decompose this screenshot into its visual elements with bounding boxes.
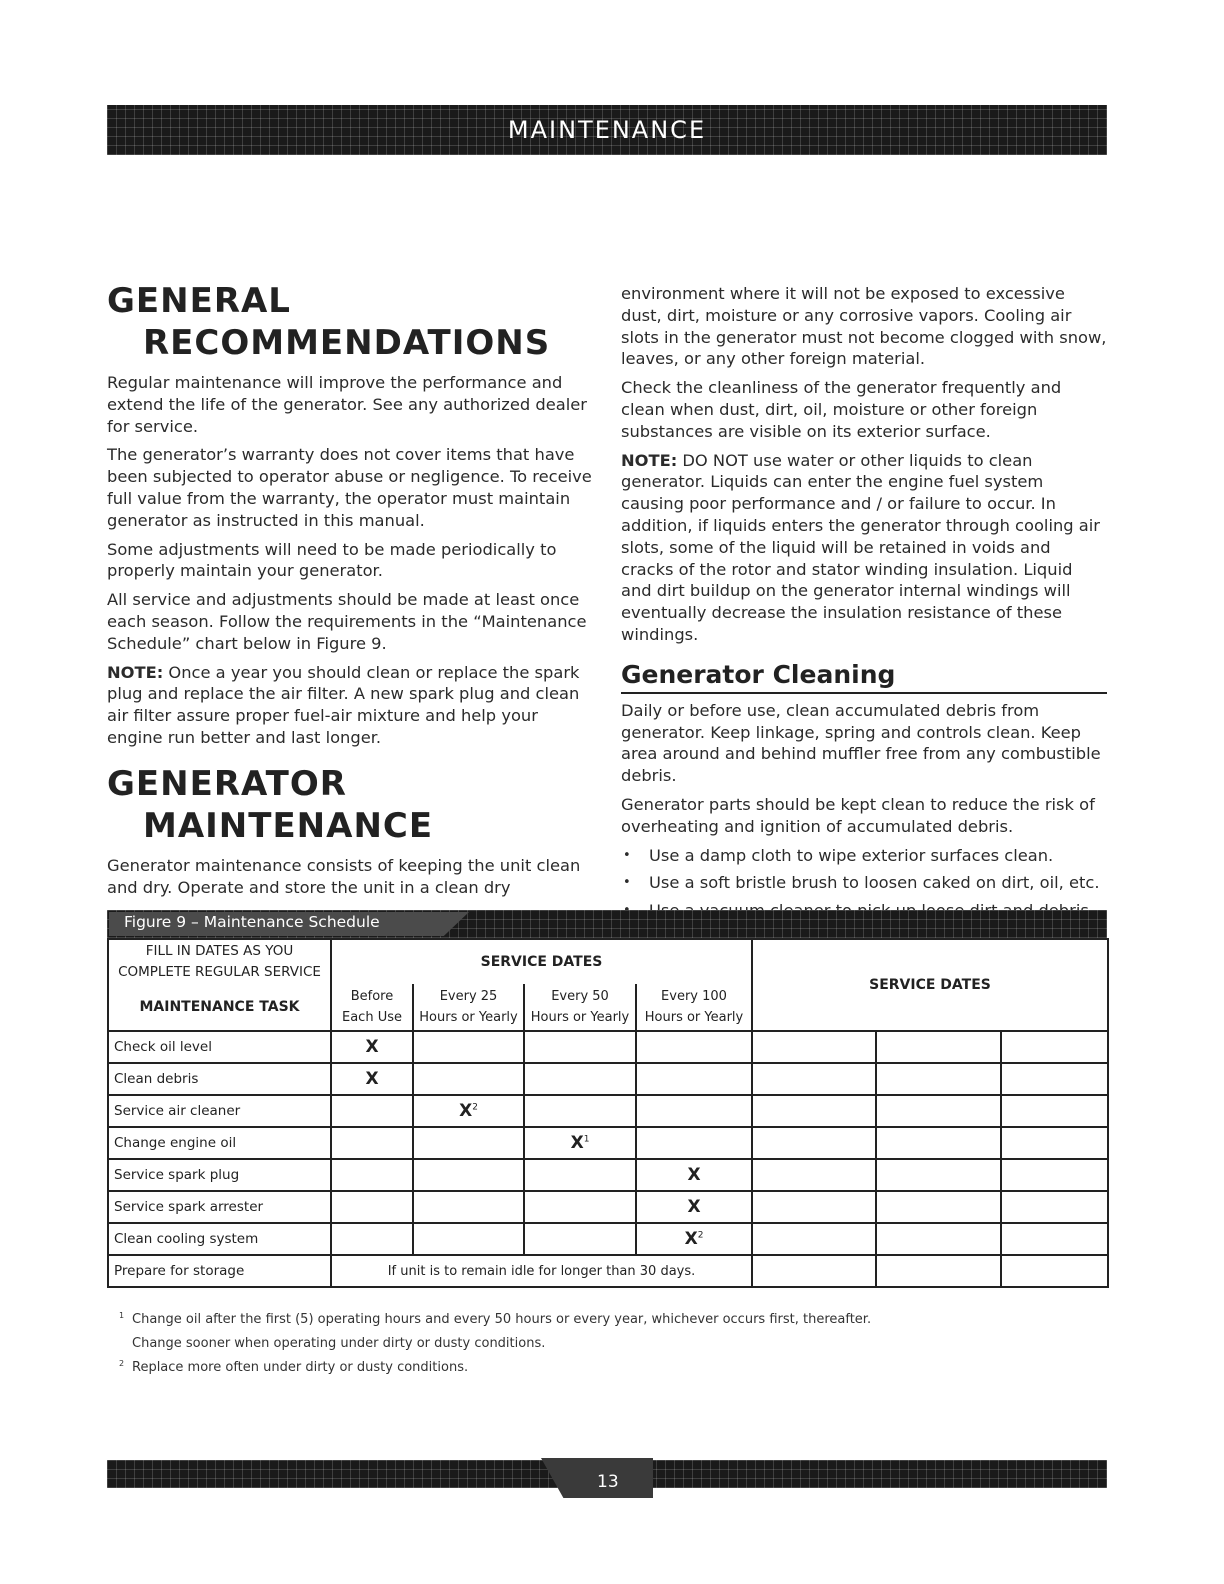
- note-text: Once a year you should clean or replace the spark plug and replace the air filter. A new spark plug and clean air filter assure proper fuel-air mixture and help your engine run better and last longer.: [107, 662, 580, 747]
- footnote-ref: 2: [472, 1102, 478, 1113]
- date-entry-cell[interactable]: [752, 1063, 876, 1095]
- column-header: [331, 984, 413, 1031]
- maintenance-task-header: MAINTENANCE TASK: [108, 984, 331, 1031]
- footnote-ref: 1: [583, 1134, 590, 1145]
- general-recommendations-heading: [107, 280, 594, 364]
- footnote-number: 1: [119, 1311, 125, 1320]
- date-entry-cell[interactable]: [876, 1127, 1001, 1159]
- mark-symbol: X: [687, 1197, 701, 1217]
- date-entry-cell[interactable]: [752, 1127, 876, 1159]
- paragraph: Generator parts should be kept clean to reduce the risk of overheating and ignition of accumulated debris.: [621, 794, 1095, 836]
- schedule-mark: [524, 1223, 636, 1255]
- header-row: [108, 939, 1108, 984]
- date-entry-cell[interactable]: [1001, 1191, 1108, 1223]
- schedule-mark: [636, 1223, 752, 1255]
- paragraph: All service and adjustments should be made at least once each season. Follow the requirements in the “Maintenance Schedule” chart below in Figure 9.: [107, 590, 587, 653]
- date-entry-cell[interactable]: [752, 1095, 876, 1127]
- footnote-ref: 2: [697, 1230, 704, 1241]
- date-entry-cell[interactable]: [1001, 1095, 1108, 1127]
- schedule-mark: [524, 1031, 636, 1063]
- date-entry-cell[interactable]: [1001, 1031, 1108, 1063]
- schedule-mark: [524, 1095, 636, 1127]
- schedule-mark: [636, 1127, 752, 1159]
- maintenance-schedule: [107, 910, 1107, 1296]
- date-entry-cell[interactable]: [1001, 1127, 1108, 1159]
- date-entry-cell[interactable]: [876, 1191, 1001, 1223]
- header-banner: [107, 105, 1107, 155]
- schedule-table: [107, 938, 1109, 1288]
- mark-symbol: X: [459, 1101, 473, 1121]
- column-header-line: Hours or Yearly: [644, 1010, 744, 1025]
- column-header: [524, 984, 636, 1031]
- list-item-text: Use a soft bristle brush to loosen caked on dirt, oil, etc.: [649, 873, 1100, 893]
- note-text: DO NOT use water or other liquids to clean generator. Liquids can enter the engine fuel system causing poor performance and / or failure to occur. In addition, if liquids enters the generator through cooling air slots, some of the liquid will be retained in voids and cracks of the rotor and stator winding insulation. Liquid and dirt buildup on the generator internal windings will eventually decrease the insulation resistance of these windings.: [621, 450, 1101, 644]
- task-name: Clean cooling system: [108, 1223, 331, 1255]
- paragraph: The generator’s warranty does not cover items that have been subjected to operator abuse or negligence. To receive full value from the warranty, the operator must maintain generator as instructed in this manual.: [107, 445, 592, 530]
- date-entry-cell[interactable]: [752, 1191, 876, 1223]
- table-row: [108, 1223, 1108, 1255]
- schedule-mark: [636, 1063, 752, 1095]
- column-header: [636, 984, 752, 1031]
- bullet-icon: •: [623, 847, 631, 863]
- footnote: [107, 1308, 1107, 1356]
- schedule-mark: [636, 1191, 752, 1223]
- date-entry-cell[interactable]: [876, 1223, 1001, 1255]
- fill-in-line: COMPLETE REGULAR SERVICE: [118, 964, 321, 980]
- task-name: Service spark arrester: [108, 1191, 331, 1223]
- mark-symbol: X: [570, 1133, 584, 1153]
- table-row: [108, 1095, 1108, 1127]
- note-label: NOTE:: [107, 662, 164, 682]
- column-header-line: Hours or Yearly: [419, 1010, 518, 1025]
- fill-in-line: FILL IN DATES AS YOU: [145, 943, 294, 959]
- mark-symbol: X: [365, 1069, 379, 1089]
- table-row: [108, 1191, 1108, 1223]
- date-entry-cell[interactable]: [1001, 1063, 1108, 1095]
- date-entry-cell[interactable]: [876, 1255, 1001, 1287]
- paragraph: Regular maintenance will improve the performance and extend the life of the generator. See any authorized dealer for service.: [107, 373, 587, 436]
- figure-title-bar: [107, 910, 1107, 938]
- date-entry-cell[interactable]: [876, 1159, 1001, 1191]
- list-item-text: Use a damp cloth to wipe exterior surfaces clean.: [649, 845, 1054, 865]
- footnote-text: Change oil after the first (5) operating hours and every 50 hours or every year, whichever occurs first, thereafter.: [132, 1312, 872, 1327]
- paragraph: environment where it will not be exposed to excessive dust, dirt, moisture or any corrosive vapors. Cooling air slots in the generator must not become clogged with snow, leaves, or any other foreign material.: [621, 284, 1107, 369]
- generator-maintenance-heading: [107, 763, 594, 847]
- figure-title: Figure 9 – Maintenance Schedule: [124, 913, 380, 931]
- schedule-mark: [524, 1191, 636, 1223]
- list-item: [621, 872, 1107, 894]
- schedule-mark: [413, 1191, 524, 1223]
- schedule-mark: [413, 1127, 524, 1159]
- paragraph: Check the cleanliness of the generator frequently and clean when dust, dirt, oil, moisture or other foreign substances are visible on its exterior surface.: [621, 378, 1062, 441]
- heading-line: RECOMMENDATIONS: [143, 323, 551, 363]
- date-entry-cell[interactable]: [1001, 1255, 1108, 1287]
- column-header-line: Hours or Yearly: [530, 1010, 630, 1025]
- table-row: [108, 1063, 1108, 1095]
- generator-cleaning-heading: Generator Cleaning: [621, 660, 1107, 694]
- date-entry-cell[interactable]: [1001, 1159, 1108, 1191]
- service-dates-header: SERVICE DATES: [331, 939, 752, 984]
- paragraph: Some adjustments will need to be made periodically to properly maintain your generator.: [107, 539, 557, 581]
- column-header-line: Before: [350, 989, 394, 1004]
- right-column: [621, 283, 1107, 928]
- date-entry-cell[interactable]: [876, 1063, 1001, 1095]
- bullet-icon: •: [623, 875, 631, 891]
- date-entry-cell[interactable]: [1001, 1223, 1108, 1255]
- date-entry-cell[interactable]: [876, 1031, 1001, 1063]
- footnotes: [107, 1308, 1107, 1380]
- column-header-line: Every 100: [661, 989, 727, 1004]
- schedule-mark: [413, 1223, 524, 1255]
- schedule-mark: [636, 1159, 752, 1191]
- paragraph: Daily or before use, clean accumulated debris from generator. Keep linkage, spring and controls clean. Keep area around and behind muffler free from any combustible debris.: [621, 700, 1101, 786]
- column-header-line: Every 25: [439, 989, 498, 1004]
- heading-line: GENERAL: [107, 281, 291, 321]
- schedule-mark: [413, 1095, 524, 1127]
- heading-line: MAINTENANCE: [143, 805, 434, 846]
- heading-line: GENERATOR: [107, 763, 347, 804]
- note-label: NOTE:: [621, 450, 678, 470]
- schedule-mark: [331, 1191, 413, 1223]
- task-note: If unit is to remain idle for longer than 30 days.: [331, 1255, 752, 1287]
- schedule-mark: [413, 1159, 524, 1191]
- footnote-text: Replace more often under dirty or dusty conditions.: [132, 1360, 469, 1375]
- note-paragraph: [107, 662, 594, 749]
- date-entry-cell[interactable]: [752, 1223, 876, 1255]
- paragraph: Generator maintenance consists of keeping the unit clean and dry. Operate and store the unit in a clean dry: [107, 855, 581, 897]
- table-row: [108, 1159, 1108, 1191]
- date-entry-cell[interactable]: [752, 1159, 876, 1191]
- list-item: [621, 845, 1107, 867]
- schedule-mark: [331, 1223, 413, 1255]
- task-name: Check oil level: [108, 1031, 331, 1063]
- schedule-mark: [524, 1063, 636, 1095]
- note-paragraph: [621, 450, 1107, 646]
- schedule-mark: [413, 1031, 524, 1063]
- column-header-line: Every 50: [551, 989, 609, 1004]
- schedule-mark: [636, 1031, 752, 1063]
- schedule-mark: [331, 1159, 413, 1191]
- schedule-mark: [331, 1063, 413, 1095]
- column-header: [413, 984, 524, 1031]
- task-name: Service air cleaner: [108, 1095, 331, 1127]
- schedule-mark: [331, 1095, 413, 1127]
- schedule-mark: [331, 1031, 413, 1063]
- footnote: [107, 1356, 1107, 1380]
- date-entry-cell[interactable]: [752, 1031, 876, 1063]
- mark-symbol: X: [684, 1229, 698, 1249]
- task-name: Service spark plug: [108, 1159, 331, 1191]
- schedule-mark: [524, 1159, 636, 1191]
- service-dates-header-right: SERVICE DATES: [752, 939, 1108, 1031]
- task-name: Prepare for storage: [108, 1255, 331, 1287]
- footnote-text: Change sooner when operating under dirty or dusty conditions.: [132, 1336, 546, 1351]
- page-number: 13: [597, 1472, 619, 1492]
- task-name: Change engine oil: [108, 1127, 331, 1159]
- schedule-mark: [636, 1095, 752, 1127]
- schedule-mark: [413, 1063, 524, 1095]
- fill-in-note: [108, 939, 331, 984]
- table-row: [108, 1255, 1108, 1287]
- table-row: [108, 1031, 1108, 1063]
- mark-symbol: X: [365, 1037, 379, 1057]
- schedule-mark: [331, 1127, 413, 1159]
- table-row: [108, 1127, 1108, 1159]
- task-name: Clean debris: [108, 1063, 331, 1095]
- date-entry-cell[interactable]: [752, 1255, 876, 1287]
- date-entry-cell[interactable]: [876, 1095, 1001, 1127]
- schedule-mark: [524, 1127, 636, 1159]
- section-title: MAINTENANCE: [507, 116, 707, 144]
- mark-symbol: X: [687, 1165, 701, 1185]
- footnote-number: 2: [119, 1359, 125, 1368]
- column-header-line: Each Use: [342, 1010, 402, 1025]
- left-column: [107, 280, 594, 905]
